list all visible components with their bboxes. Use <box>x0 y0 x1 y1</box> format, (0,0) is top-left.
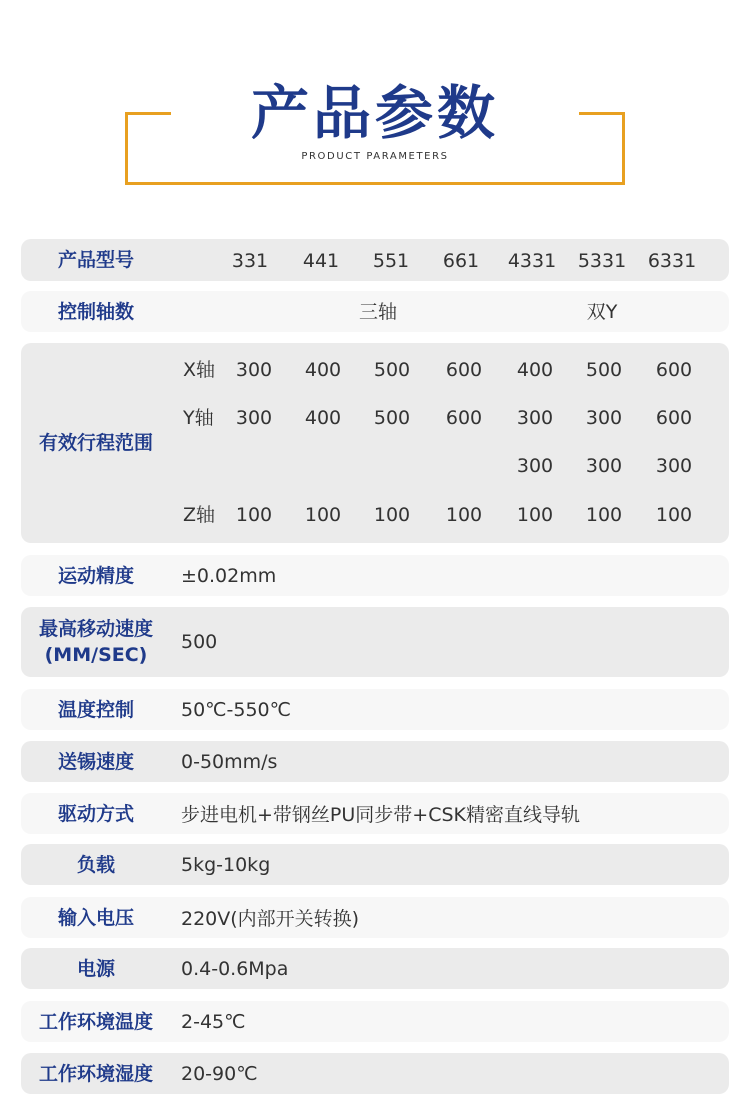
y-value: 300 <box>585 407 623 429</box>
y-value: 300 <box>516 407 554 429</box>
y2-value: 300 <box>655 455 693 477</box>
spec-label: 运动精度 <box>57 564 134 587</box>
spec-row-voltage <box>21 897 729 938</box>
x-value: 600 <box>445 359 483 381</box>
spec-label: 送锡速度 <box>57 750 134 773</box>
spec-value: 2-45℃ <box>181 1010 246 1033</box>
spec-row-env-temp <box>21 1001 729 1042</box>
z-axis-label: Z轴 <box>183 504 216 526</box>
spec-label: 负载 <box>76 853 115 876</box>
spec-label: 最高移动速度 <box>38 618 153 640</box>
frame-bottom <box>125 182 625 185</box>
spec-label: 工作环境湿度 <box>38 1062 153 1085</box>
x-axis-label: X轴 <box>183 359 216 381</box>
y-value: 300 <box>235 407 273 429</box>
model-cell: 551 <box>372 250 410 272</box>
spec-value: 0.4-0.6Mpa <box>181 957 289 980</box>
spec-row-load <box>21 844 729 885</box>
y-value: 500 <box>373 407 411 429</box>
spec-label: 温度控制 <box>57 698 134 721</box>
x-value: 600 <box>655 359 693 381</box>
spec-row-env-humidity <box>21 1053 729 1094</box>
spec-value: 0-50mm/s <box>181 750 278 773</box>
y-value: 600 <box>445 407 483 429</box>
z-value: 100 <box>373 504 411 526</box>
dual-y-value: 双Y <box>586 301 618 323</box>
x-value: 500 <box>585 359 623 381</box>
y2-value: 300 <box>585 455 623 477</box>
z-value: 100 <box>655 504 693 526</box>
z-value: 100 <box>235 504 273 526</box>
spec-row-speed <box>21 607 729 677</box>
model-cell: 4331 <box>507 250 557 272</box>
x-value: 400 <box>304 359 342 381</box>
x-value: 400 <box>516 359 554 381</box>
spec-value: ±0.02mm <box>181 564 277 587</box>
model-row <box>21 239 729 281</box>
spec-row-feed-speed <box>21 741 729 782</box>
y-value: 400 <box>304 407 342 429</box>
spec-label: 电源 <box>76 957 115 980</box>
spec-label: 输入电压 <box>57 906 134 929</box>
model-cell: 5331 <box>577 250 627 272</box>
spec-value: 500 <box>181 631 218 653</box>
spec-value: 50℃-550℃ <box>181 698 291 721</box>
model-cell: 6331 <box>647 250 697 272</box>
spec-row-temperature <box>21 689 729 730</box>
y2-value: 300 <box>516 455 554 477</box>
three-axis-value: 三轴 <box>358 301 397 323</box>
y-axis-label: Y轴 <box>183 407 214 429</box>
z-value: 100 <box>304 504 342 526</box>
spec-label-unit: (MM/SEC) <box>44 644 148 666</box>
z-value: 100 <box>516 504 554 526</box>
spec-value: 20-90℃ <box>181 1062 258 1085</box>
z-value: 100 <box>585 504 623 526</box>
spec-row-drive <box>21 793 729 834</box>
y-value: 600 <box>655 407 693 429</box>
spec-label: 工作环境温度 <box>38 1010 153 1033</box>
page-title: 产品参数 <box>250 79 499 147</box>
axes-row <box>21 291 729 332</box>
section-header <box>0 0 750 200</box>
model-cell: 661 <box>442 250 480 272</box>
spec-label: 驱动方式 <box>57 802 134 825</box>
spec-value: 220V(内部开关转换) <box>181 908 360 930</box>
x-value: 500 <box>373 359 411 381</box>
model-label: 产品型号 <box>57 249 134 271</box>
spec-value: 步进电机+带钢丝PU同步带+CSK精密直线导轨 <box>181 804 580 826</box>
travel-row <box>21 343 729 543</box>
z-value: 100 <box>445 504 483 526</box>
spec-label-block <box>21 607 171 677</box>
axes-label: 控制轴数 <box>57 300 134 323</box>
spec-row-precision <box>21 555 729 596</box>
model-cell: 331 <box>231 250 269 272</box>
page-subtitle: PRODUCT PARAMETERS <box>301 151 449 162</box>
spec-row-power <box>21 948 729 989</box>
spec-value: 5kg-10kg <box>181 853 271 876</box>
x-value: 300 <box>235 359 273 381</box>
model-cell: 441 <box>302 250 340 272</box>
travel-label: 有效行程范围 <box>38 432 153 454</box>
